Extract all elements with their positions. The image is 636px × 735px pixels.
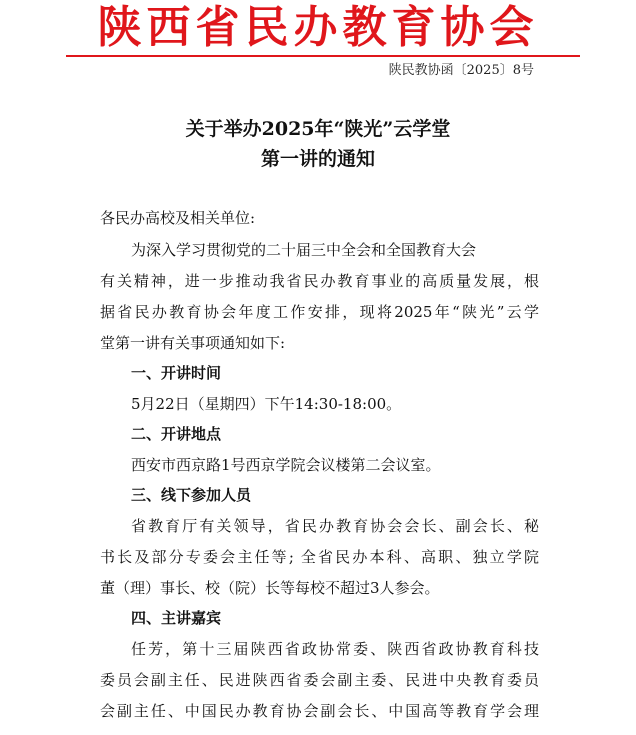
intro-line: 为深入学习贯彻党的二十届三中全会和全国教育大会 — [131, 241, 477, 259]
section-line: 任芳，第十三届陕西省政协常委、陕西省政协教育科技 — [131, 640, 539, 658]
letterhead-org-name: 陕西省民办教育协会 — [97, 2, 539, 53]
intro-line: 堂第一讲有关事项通知如下: — [100, 334, 286, 352]
section-heading: 四、主讲嘉宾 — [131, 609, 222, 627]
section-line: 会副主任、中国民办教育协会副会长、中国高等教育学会理 — [100, 702, 539, 720]
title-line-1: 关于举办2025年“陕光”云学堂 — [185, 118, 451, 140]
section-line: 省教育厅有关领导，省民办教育协会会长、副会长、秘 — [131, 517, 539, 535]
intro-line: 有关精神，进一步推动我省民办教育事业的高质量发展，根 — [100, 272, 539, 290]
document-number: 陕民教协函〔2025〕8号 — [388, 63, 534, 78]
section-heading: 二、开讲地点 — [131, 425, 222, 443]
section-line: 书长及部分专委会主任等; 全省民办本科、高职、独立学院 — [100, 548, 539, 566]
section-heading: 一、开讲时间 — [131, 364, 222, 382]
title-line-2: 第一讲的通知 — [260, 148, 375, 170]
section-line: 5月22日（星期四）下午14:30-18:00。 — [131, 395, 402, 413]
section-line: 董（理）事长、校（院）长等每校不超过3人参会。 — [100, 579, 440, 597]
letterhead-red-rule — [66, 55, 580, 57]
salutation: 各民办高校及相关单位: — [100, 209, 256, 227]
section-line: 西安市西京路1号西京学院会议楼第二会议室。 — [131, 456, 441, 474]
document-title — [0, 114, 636, 174]
intro-line: 据省民办教育协会年度工作安排，现将2025年“陕光”云学 — [100, 303, 539, 321]
section-heading: 三、线下参加人员 — [131, 486, 252, 504]
section-line: 委员会副主任、民进陕西省委会副主委、民进中央教育委员 — [100, 671, 539, 689]
